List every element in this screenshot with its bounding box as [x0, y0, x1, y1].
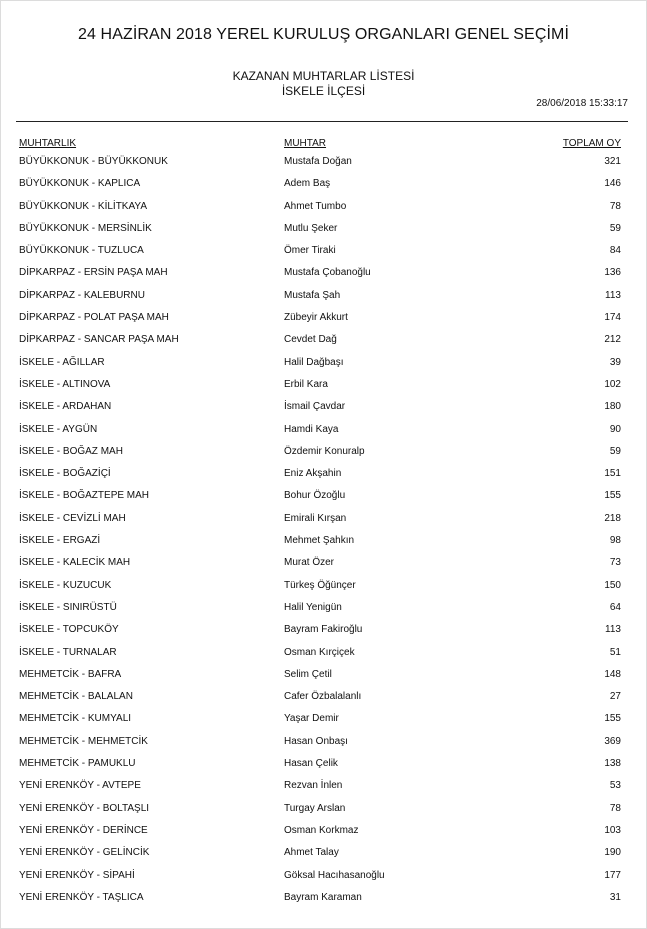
- cell-muhtarlik: İSKELE - AĞILLAR: [19, 356, 105, 368]
- cell-muhtarlik: İSKELE - ARDAHAN: [19, 401, 112, 413]
- table-row: [0, 178, 647, 200]
- cell-muhtar: Turgay Arslan: [284, 802, 346, 814]
- cell-muhtar: Hamdi Kaya: [284, 423, 339, 435]
- cell-muhtarlik: İSKELE - TURNALAR: [19, 646, 117, 658]
- table-row: [0, 156, 647, 178]
- cell-muhtar: Hasan Çelik: [284, 758, 338, 770]
- table-row: [0, 290, 647, 312]
- cell-muhtar: Rezvan İnlen: [284, 780, 343, 792]
- table-row: [0, 691, 647, 713]
- cell-muhtar: Emirali Kırşan: [284, 512, 347, 524]
- page-title: 24 HAZİRAN 2018 YEREL KURULUŞ ORGANLARI GENEL SEÇİMİ: [78, 26, 569, 43]
- cell-toplam-oy: 64: [609, 601, 621, 613]
- cell-toplam-oy: 151: [604, 468, 621, 480]
- cell-muhtar: Özdemir Konuralp: [284, 445, 365, 457]
- table-header: [0, 138, 647, 150]
- cell-toplam-oy: 155: [604, 490, 621, 502]
- table-row: [0, 647, 647, 669]
- cell-muhtarlik: MEHMETCİK - MEHMETCİK: [19, 735, 148, 747]
- cell-muhtar: Ahmet Tumbo: [284, 200, 347, 212]
- cell-toplam-oy: 90: [609, 423, 621, 435]
- cell-muhtarlik: İSKELE - BOĞAZTEPE MAH: [19, 490, 150, 502]
- table-row: [0, 379, 647, 401]
- column-header-muhtarlik: MUHTARLIK: [19, 138, 77, 149]
- cell-muhtarlik: BÜYÜKKONUK - KİLİTKAYA: [19, 200, 147, 212]
- cell-toplam-oy: 146: [604, 178, 621, 190]
- cell-toplam-oy: 136: [604, 267, 621, 279]
- cell-toplam-oy: 150: [604, 579, 621, 591]
- cell-muhtarlik: YENİ ERENKÖY - TAŞLICA: [19, 891, 144, 903]
- table-row: [0, 780, 647, 802]
- results-table: [0, 156, 647, 914]
- cell-toplam-oy: 39: [609, 356, 621, 368]
- cell-toplam-oy: 103: [604, 824, 621, 836]
- table-row: [0, 401, 647, 423]
- cell-muhtar: Erbil Kara: [284, 378, 328, 390]
- table-row: [0, 602, 647, 624]
- cell-toplam-oy: 212: [604, 334, 621, 346]
- table-row: [0, 312, 647, 334]
- cell-muhtar: Cevdet Dağ: [284, 334, 337, 346]
- cell-muhtarlik: İSKELE - CEVİZLİ MAH: [19, 512, 126, 524]
- cell-muhtar: Mustafa Şah: [284, 289, 341, 301]
- table-row: [0, 334, 647, 356]
- cell-toplam-oy: 177: [604, 869, 621, 881]
- cell-muhtarlik: BÜYÜKKONUK - BÜYÜKKONUK: [19, 156, 168, 167]
- cell-muhtarlik: MEHMETCİK - BAFRA: [19, 668, 122, 680]
- cell-muhtarlik: MEHMETCİK - BALALAN: [19, 691, 133, 703]
- table-row: [0, 201, 647, 223]
- table-row: [0, 736, 647, 758]
- cell-toplam-oy: 148: [604, 668, 621, 680]
- table-row: [0, 513, 647, 535]
- cell-muhtarlik: İSKELE - ALTINOVA: [19, 378, 111, 390]
- table-row: [0, 424, 647, 446]
- column-header-toplam-oy: TOPLAM OY: [562, 138, 621, 149]
- cell-muhtar: Cafer Özbalalanlı: [284, 691, 362, 703]
- cell-toplam-oy: 84: [609, 245, 621, 257]
- table-row: [0, 624, 647, 646]
- cell-muhtarlik: İSKELE - BOĞAZ MAH: [19, 445, 123, 457]
- cell-toplam-oy: 138: [604, 758, 621, 770]
- cell-muhtar: Mustafa Çobanoğlu: [284, 267, 371, 279]
- cell-muhtarlik: İSKELE - BOĞAZİÇİ: [19, 468, 111, 480]
- cell-muhtarlik: YENİ ERENKÖY - AVTEPE: [19, 780, 141, 792]
- table-row: [0, 803, 647, 825]
- table-row: [0, 892, 647, 914]
- cell-toplam-oy: 113: [605, 289, 621, 301]
- cell-muhtarlik: YENİ ERENKÖY - DERİNCE: [19, 824, 148, 836]
- table-row: [0, 713, 647, 735]
- cell-toplam-oy: 51: [609, 646, 621, 658]
- cell-muhtar: Mehmet Şahkın: [284, 535, 355, 547]
- cell-muhtar: Bayram Fakiroğlu: [284, 624, 363, 636]
- cell-muhtarlik: YENİ ERENKÖY - SİPAHİ: [19, 869, 135, 881]
- table-row: [0, 490, 647, 512]
- cell-toplam-oy: 73: [609, 557, 621, 569]
- table-row: [0, 245, 647, 267]
- cell-muhtarlik: MEHMETCİK - PAMUKLU: [19, 758, 136, 770]
- cell-toplam-oy: 218: [604, 512, 621, 524]
- cell-muhtar: Osman Kırçiçek: [284, 646, 355, 658]
- cell-toplam-oy: 113: [605, 624, 621, 636]
- cell-muhtarlik: İSKELE - SINIRÜSTÜ: [19, 601, 117, 613]
- cell-muhtar: Halil Yenigün: [284, 601, 342, 613]
- cell-muhtar: Zübeyir Akkurt: [284, 312, 348, 324]
- cell-muhtarlik: DİPKARPAZ - POLAT PAŞA MAH: [19, 312, 169, 324]
- cell-muhtarlik: BÜYÜKKONUK - MERSİNLİK: [19, 222, 152, 234]
- cell-muhtarlik: DİPKARPAZ - SANCAR PAŞA MAH: [19, 334, 179, 346]
- table-row: [0, 758, 647, 780]
- list-subtitle: KAZANAN MUHTARLAR LİSTESİ: [232, 69, 415, 83]
- cell-toplam-oy: 59: [609, 445, 621, 457]
- table-row: [0, 580, 647, 602]
- cell-muhtarlik: BÜYÜKKONUK - TUZLUCA: [19, 245, 144, 257]
- table-row: [0, 535, 647, 557]
- cell-toplam-oy: 59: [609, 222, 621, 234]
- cell-muhtarlik: YENİ ERENKÖY - BOLTAŞLI: [19, 802, 150, 814]
- cell-muhtarlik: DİPKARPAZ - ERSİN PAŞA MAH: [19, 267, 168, 279]
- cell-muhtarlik: İSKELE - AYGÜN: [19, 423, 98, 435]
- cell-muhtar: Adem Baş: [284, 178, 331, 190]
- table-row: [0, 223, 647, 245]
- cell-muhtar: Göksal Hacıhasanoğlu: [284, 869, 385, 881]
- cell-muhtarlik: DİPKARPAZ - KALEBURNU: [19, 289, 145, 301]
- cell-muhtar: Eniz Akşahin: [284, 468, 342, 480]
- cell-muhtarlik: YENİ ERENKÖY - GELİNCİK: [19, 847, 150, 859]
- cell-muhtar: Mutlu Şeker: [284, 222, 338, 234]
- cell-muhtar: Türkeş Öğünçer: [284, 579, 356, 591]
- column-header-muhtar: MUHTAR: [284, 138, 327, 149]
- cell-toplam-oy: 53: [609, 780, 621, 792]
- table-row: [0, 468, 647, 490]
- table-row: [0, 357, 647, 379]
- cell-toplam-oy: 369: [604, 735, 621, 747]
- cell-muhtar: Osman Korkmaz: [284, 824, 359, 836]
- table-row: [0, 669, 647, 691]
- cell-toplam-oy: 155: [604, 713, 621, 725]
- cell-toplam-oy: 321: [604, 156, 621, 167]
- cell-muhtarlik: MEHMETCİK - KUMYALI: [19, 713, 132, 725]
- table-row: [0, 847, 647, 869]
- cell-toplam-oy: 27: [609, 691, 621, 703]
- cell-muhtar: Bohur Özoğlu: [284, 490, 346, 502]
- cell-muhtarlik: İSKELE - ERGAZİ: [19, 535, 101, 547]
- table-row: [0, 557, 647, 579]
- cell-toplam-oy: 78: [609, 200, 621, 212]
- table-row: [0, 870, 647, 892]
- cell-toplam-oy: 98: [609, 535, 621, 547]
- table-row: [0, 267, 647, 289]
- cell-muhtar: Murat Özer: [284, 557, 335, 569]
- cell-toplam-oy: 180: [604, 401, 621, 413]
- district-subtitle: İSKELE İLÇESİ: [281, 84, 366, 98]
- cell-toplam-oy: 31: [609, 891, 621, 903]
- report-timestamp: 28/06/2018 15:33:17: [536, 98, 628, 109]
- table-row: [0, 825, 647, 847]
- cell-muhtar: İsmail Çavdar: [284, 401, 346, 413]
- header-divider: [16, 121, 628, 122]
- cell-muhtar: Mustafa Doğan: [284, 156, 352, 167]
- cell-muhtar: Ömer Tiraki: [284, 245, 336, 257]
- cell-toplam-oy: 78: [609, 802, 621, 814]
- table-row: [0, 446, 647, 468]
- cell-muhtarlik: İSKELE - KUZUCUK: [19, 579, 112, 591]
- cell-muhtar: Ahmet Talay: [284, 847, 339, 859]
- cell-toplam-oy: 190: [604, 847, 621, 859]
- cell-muhtar: Halil Dağbaşı: [284, 356, 344, 368]
- cell-muhtarlik: İSKELE - TOPCUKÖY: [19, 624, 119, 636]
- cell-muhtar: Yaşar Demir: [284, 713, 339, 725]
- cell-toplam-oy: 102: [604, 378, 621, 390]
- cell-muhtar: Hasan Onbaşı: [284, 735, 348, 747]
- cell-muhtar: Selim Çetil: [284, 668, 332, 680]
- cell-muhtarlik: İSKELE - KALECİK MAH: [19, 557, 131, 569]
- cell-toplam-oy: 174: [604, 312, 621, 324]
- cell-muhtar: Bayram Karaman: [284, 891, 362, 903]
- cell-muhtarlik: BÜYÜKKONUK - KAPLICA: [19, 178, 141, 190]
